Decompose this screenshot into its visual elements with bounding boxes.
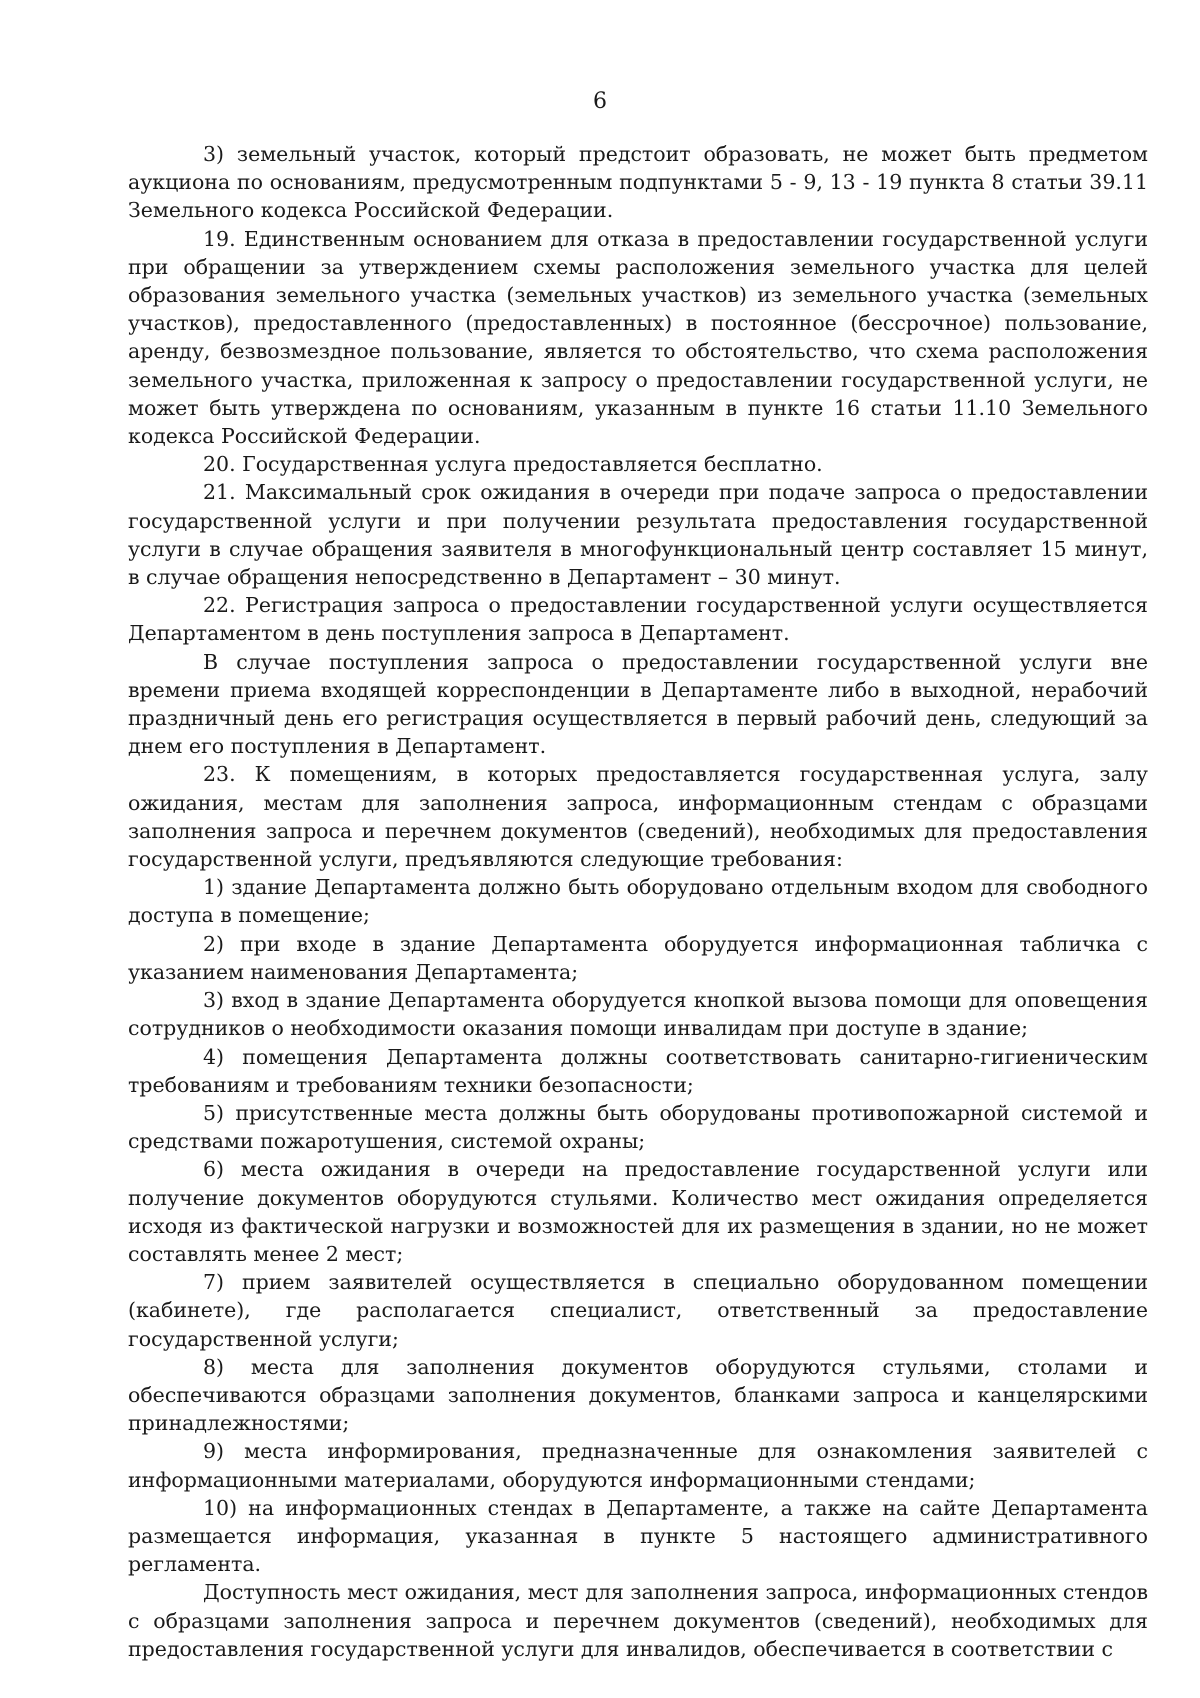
paragraph: Доступность мест ожидания, мест для заполнения запроса, информационных стендов с образцами заполнения запроса и перечнем документов (сведений), необходимых для предоставления государственной услуги для инвалидов, обеспечивается в соответствии с: [128, 1580, 1148, 1661]
paragraph: 19. Единственным основанием для отказа в предоставлении государственной услуги при обращении за утверждением схемы расположения земельного участка для целей образования земельного участка (земельных участков) из земельного участка (земельных участков), предоставленного (предоставленных) в постоянное (бессрочное) пользование, аренду, безвозмездное пользование, является то обстоятельство, что схема расположения земельного участка, приложенная к запросу о предоставлении государственной услуги, не может быть утверждена по основаниям, указанным в пункте 16 статьи 11.10 Земельного кодекса Российской Федерации.: [128, 226, 1148, 449]
paragraph: 20. Государственная услуга предоставляется бесплатно.: [203, 452, 823, 477]
paragraph: 21. Максимальный срок ожидания в очереди при подаче запроса о предоставлении государственной услуги и при получении результата предоставления государственной услуги в случае обращения заявителя в многофункциональный центр составляет 15 минут, в случае обращения непосредственно в Департамент – 30 минут.: [128, 480, 1148, 590]
paragraph: 23. К помещениям, в которых предоставляется государственная услуга, залу ожидания, местам для заполнения запроса, информационным стендам с образцами заполнения запроса и перечнем документов (сведений), необходимых для предоставления государственной услуги, предъявляются следующие требования:: [128, 762, 1148, 872]
list-item: 9) места информирования, предназначенные для ознакомления заявителей с информационными материалами, оборудуются информационными стендами;: [128, 1439, 1148, 1492]
list-item: 3) вход в здание Департамента оборудуется кнопкой вызова помощи для оповещения сотрудников о необходимости оказания помощи инвалидам при доступе в здание;: [128, 988, 1148, 1041]
list-item: 7) прием заявителей осуществляется в специально оборудованном помещении (кабинете), где располагается специалист, ответственный за предоставление государственной услуги;: [128, 1270, 1148, 1351]
list-item: 8) места для заполнения документов оборудуются стульями, столами и обеспечиваются образцами заполнения документов, бланками запроса и канцелярскими принадлежностями;: [128, 1354, 1148, 1436]
list-item: 10) на информационных стендах в Департаменте, а также на сайте Департамента размещается информация, указанная в пункте 5 настоящего административного регламента.: [128, 1495, 1148, 1577]
document-body: [128, 140, 1148, 1663]
list-item: 5) присутственные места должны быть оборудованы противопожарной системой и средствами пожаротушения, системой охраны;: [128, 1100, 1148, 1154]
list-item: 1) здание Департамента должно быть оборудовано отдельным входом для свободного доступа в помещение;: [128, 875, 1148, 928]
paragraph: В случае поступления запроса о предоставлении государственной услуги вне времени приема входящей корреспонденции в Департаменте либо в выходной, нерабочий праздничный день его регистрация осуществляется в первый рабочий день, следующий за днем его поступления в Департамент.: [128, 649, 1148, 759]
page-number: 6: [593, 89, 607, 114]
paragraph: 22. Регистрация запроса о предоставлении государственной услуги осуществляется Департаментом в день поступления запроса в Департамент.: [128, 593, 1148, 646]
list-item: 4) помещения Департамента должны соответствовать санитарно-гигиеническим требованиям и требованиям техники безопасности;: [128, 1044, 1148, 1097]
list-item: 6) места ожидания в очереди на предоставление государственной услуги или получение документов оборудуются стульями. Количество мест ожидания определяется исходя из фактической нагрузки и возможностей для их размещения в здании, но не может составлять менее 2 мест;: [128, 1157, 1148, 1266]
paragraph: 3) земельный участок, который предстоит образовать, не может быть предметом аукциона по основаниям, предусмотренным подпунктами 5 - 9, 13 - 19 пункта 8 статьи 39.11 Земельного кодекса Российской Федерации.: [128, 142, 1148, 223]
list-item: 2) при входе в здание Департамента оборудуется информационная табличка с указанием наименования Департамента;: [128, 931, 1148, 984]
